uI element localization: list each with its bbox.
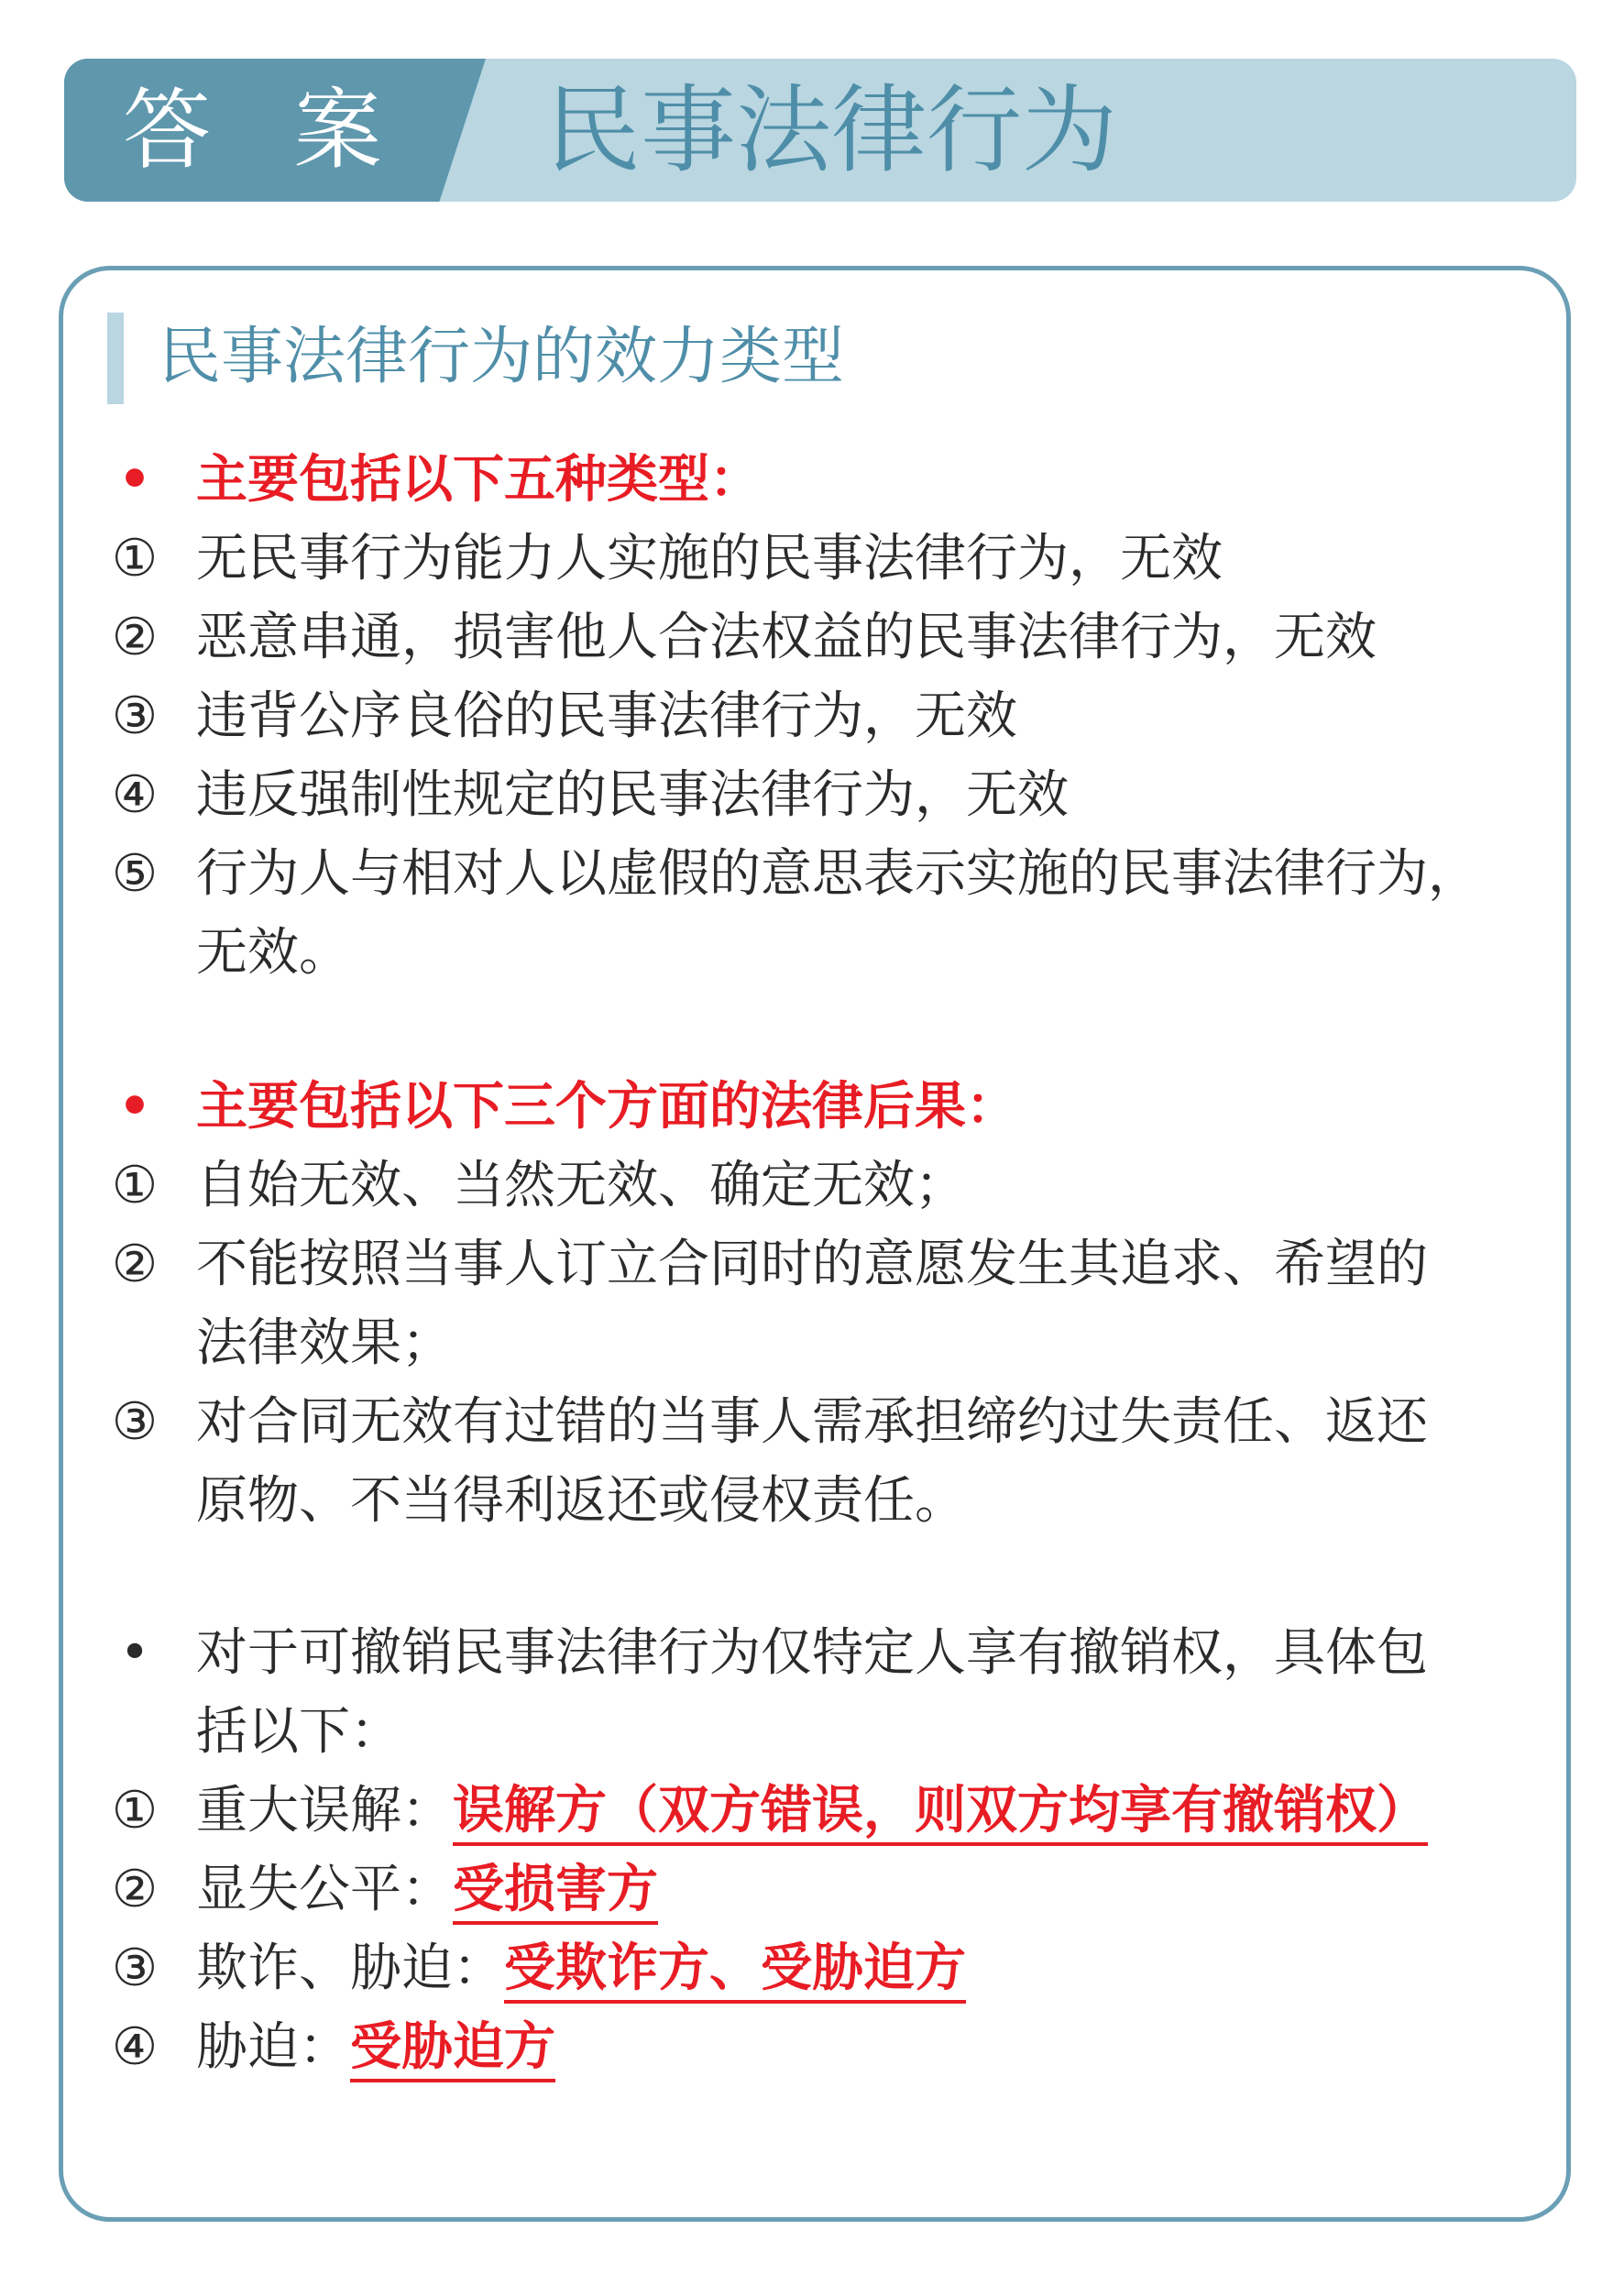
item-label: 欺诈、胁迫： bbox=[196, 1939, 504, 1998]
list-item-text: 违反强制性规定的民事法律行为，无效 bbox=[196, 765, 1069, 825]
list-marker: ③ bbox=[111, 1939, 159, 1998]
list-item-text: 原物、不当得利返还或侵权责任。 bbox=[196, 1471, 966, 1531]
content-card bbox=[59, 266, 1571, 2222]
list-marker: ② bbox=[111, 608, 159, 667]
list-item-text bbox=[196, 1772, 1428, 1851]
list-marker: ④ bbox=[111, 2017, 159, 2077]
list-item bbox=[63, 599, 1566, 677]
list-item-text: 自始无效、当然无效、确定无效； bbox=[196, 1156, 966, 1215]
list-item bbox=[63, 1383, 1566, 1462]
list-marker: ④ bbox=[111, 765, 159, 825]
block2-heading: 主要包括以下三个方面的法律后果： bbox=[196, 1077, 1017, 1137]
block1-heading: 主要包括以下五种类型： bbox=[196, 450, 761, 510]
block3-intro-continuation bbox=[63, 1693, 1566, 1772]
list-item-text: 对合同无效有过错的当事人需承担缔约过失责任、返还 bbox=[196, 1392, 1428, 1452]
list-item-continuation bbox=[63, 1304, 1566, 1383]
list-marker: ② bbox=[111, 1860, 159, 1919]
answer-highlight: 受损害方 bbox=[453, 1860, 658, 1925]
list-item-text: 行为人与相对人以虚假的意思表示实施的民事法律行为， bbox=[196, 844, 1479, 904]
list-item bbox=[63, 835, 1566, 914]
section-title: 民事法律行为的效力类型 bbox=[159, 321, 845, 393]
list-item-text: 法律效果； bbox=[196, 1313, 453, 1373]
list-item bbox=[63, 1772, 1566, 1851]
list-item-text bbox=[196, 1929, 966, 2008]
list-item-continuation bbox=[63, 1462, 1566, 1541]
list-marker: ① bbox=[111, 1781, 159, 1840]
list-item-text: 无民事行为能力人实施的民事法律行为，无效 bbox=[196, 529, 1223, 588]
block3-intro: 对于可撤销民事法律行为仅特定人享有撤销权，具体包 bbox=[196, 1623, 1428, 1683]
list-item-text: 无效。 bbox=[196, 923, 350, 983]
list-marker: ③ bbox=[111, 687, 159, 746]
list-marker: ③ bbox=[111, 1392, 159, 1452]
block3-intro: 括以下： bbox=[196, 1702, 401, 1762]
list-marker: ① bbox=[111, 1156, 159, 1215]
block3-intro-line bbox=[63, 1614, 1566, 1693]
item-label: 重大误解： bbox=[196, 1781, 453, 1840]
list-item bbox=[63, 1147, 1566, 1225]
banner-label: 答 案 bbox=[123, 79, 410, 181]
answer-highlight: 受胁迫方 bbox=[350, 2017, 555, 2082]
list-marker: ⑤ bbox=[111, 844, 159, 904]
list-item bbox=[63, 2008, 1566, 2087]
list-item-continuation bbox=[63, 914, 1566, 993]
page-title: 民事法律行为 bbox=[545, 74, 1118, 186]
answer-highlight: 受欺诈方、受胁迫方 bbox=[504, 1939, 966, 2004]
list-item-text: 恶意串通，损害他人合法权益的民事法律行为，无效 bbox=[196, 608, 1377, 667]
block1-heading-line bbox=[63, 441, 1566, 520]
list-item bbox=[63, 520, 1566, 599]
block2-heading-line bbox=[63, 1068, 1566, 1147]
list-item bbox=[63, 1929, 1566, 2008]
list-item-text: 违背公序良俗的民事法律行为，无效 bbox=[196, 687, 1017, 746]
list-item bbox=[63, 677, 1566, 756]
list-item-text: 不能按照当事人订立合同时的意愿发生其追求、希望的 bbox=[196, 1235, 1428, 1294]
bullet-marker: • bbox=[118, 1077, 151, 1137]
list-item-text bbox=[196, 2008, 555, 2087]
list-item-text bbox=[196, 1851, 658, 1929]
bullet-marker: • bbox=[118, 450, 151, 510]
list-item bbox=[63, 1851, 1566, 1929]
item-label: 显失公平： bbox=[196, 1860, 453, 1919]
header-banner bbox=[64, 59, 1576, 202]
section-accent-bar bbox=[107, 313, 124, 404]
list-item bbox=[63, 1225, 1566, 1304]
bullet-marker: • bbox=[119, 1623, 150, 1683]
list-item bbox=[63, 756, 1566, 835]
item-label: 胁迫： bbox=[196, 2017, 350, 2077]
list-marker: ② bbox=[111, 1235, 159, 1294]
answer-highlight: 误解方（双方错误，则双方均享有撤销权） bbox=[453, 1781, 1428, 1846]
list-marker: ① bbox=[111, 529, 159, 588]
